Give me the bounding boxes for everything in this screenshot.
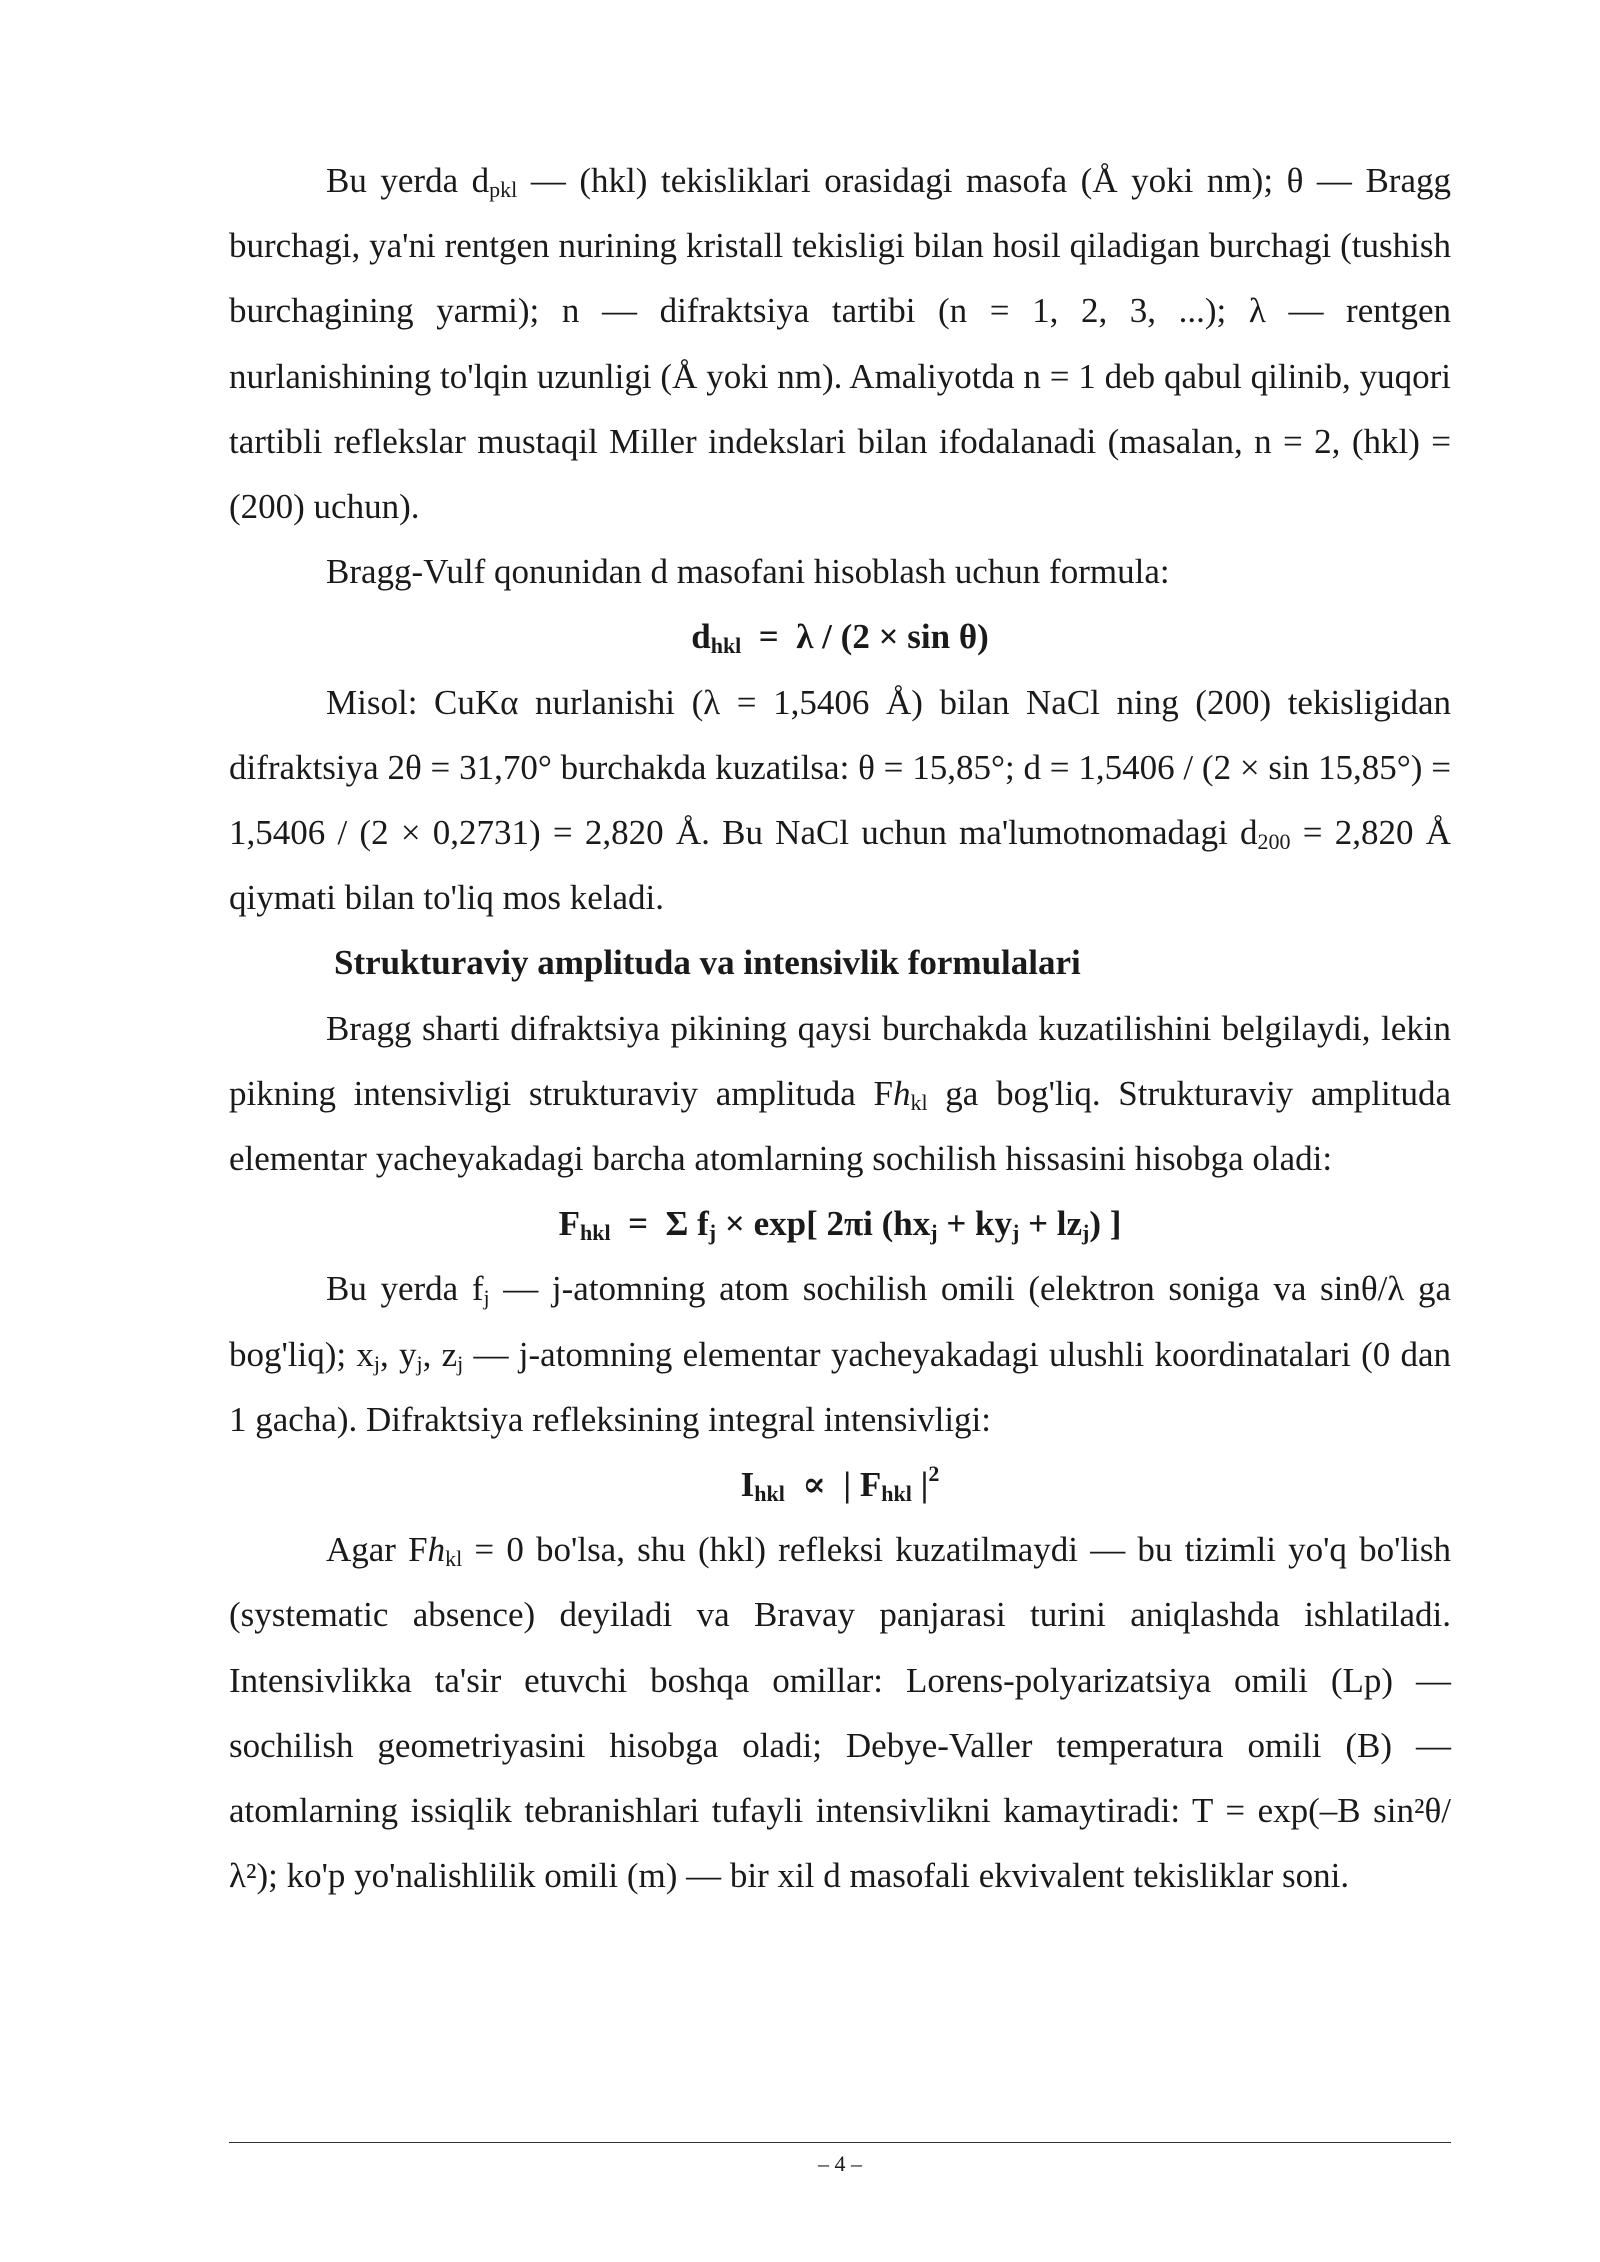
formula-intensity: $I_{hkl}$ ∝ | $F_{hkl}$ $|^2$ — [740, 1461, 940, 1507]
footer-divider — [229, 2142, 1451, 2143]
paragraph-structure-amplitude: Bragg sharti difraktsiya pikining qaysi burchakda kuzatilishini belgilaydi, lekin pikning intensivligi strukturaviy amplituda $Fh_{kl}$ ga bog'liq. Strukturaviy amplituda elementar yacheyakadagi barcha atomlarning sochilish hissasini hisobga oladi: — [229, 1008, 1451, 1179]
paragraph-bragg-definitions: Bu yerda $d_{pkl}$ — (hkl) tekisliklari orasidagi masofa (Å yoki nm); θ — Bragg burchagi, ya'ni rentgen nurining kristall tekisligi bilan hosil qiladigan burchagi (tushish burchagining yarmi); n — difraktsiya tartibi (n = 1, 2, 3, ...); λ — rentgen nurlanishining to'lqin uzunligi (Å yoki nm). Amaliyotda n = 1 deb qabul qilinib, yuqori tartibli reflekslar mustaqil Miller indekslari bilan ifodalanadi (masalan, n = 2, (hkl) = (200) uchun). — [229, 161, 1451, 527]
paragraph-variable-definitions: Bu yerda $f_j$ — j-atomning atom sochilish omili (elektron soniga va sinθ/λ ga bog'liq); $x_j$, $y_j$, $z_j$ — j-atomning elementar yacheyakadagi ulushli koordinatalari (0 dan 1 gacha). Difraktsiya refleksining integral intensivligi: — [229, 1269, 1452, 1439]
document-page — [229, 148, 1451, 1908]
formula-structure-factor: $F_{hkl} = \Sigma$ $f_j \times \exp$[ 2πi $(hx_j + ky_j + lz_j)$ ] — [558, 1204, 1122, 1246]
page-number: – 4 – — [818, 2151, 862, 2176]
section-heading: Strukturaviy amplituda va intensivlik formulalari — [334, 943, 1081, 983]
formula-d-spacing: $d_{hkl} = \lambda / (2 \times \sin \theta)$ — [691, 617, 989, 659]
paragraph-formula-intro: Bragg-Vulf qonunidan d masofani hisoblash uchun formula: — [326, 552, 1170, 592]
paragraph-systematic-absence: Agar $Fh_{kl} = 0$ bo'lsa, shu (hkl) refleksi kuzatilmaydi — bu tizimli yo'q bo'lish (systematic absence) deyiladi va Bravay panjarasi turini aniqlashda ishlatiladi. Intensivlikka ta'sir etuvchi boshqa omillar: Lorens-polyarizatsiya omili (Lp) — sochilish geometriyasini hisobga oladi; Debye-Valler temperatura omili (B) — atomlarning issiqlik tebranishlari tufayli intensivlikni kamaytiradi: T = exp(–B sin²θ/λ²); ko'p yo'nalishlilik omili (m) — bir xil d masofali ekvivalent tekisliklar soni. — [229, 1530, 1451, 1896]
paragraph-example: Misol: CuKα nurlanishi (λ = 1,5406 Å) bilan NaCl ning (200) tekisligidan difraktsiya 2θ = 31,70° burchakda kuzatilsa: θ = 15,85°; d = 1,5406 / (2 × sin 15,85°) = 1,5406 / (2 × 0,2731) = 2,820 Å. Bu NaCl uchun ma'lumotnomadagi $d_{200} = 2,820$ Å qiymati bilan to'liq mos keladi. — [229, 682, 1451, 918]
